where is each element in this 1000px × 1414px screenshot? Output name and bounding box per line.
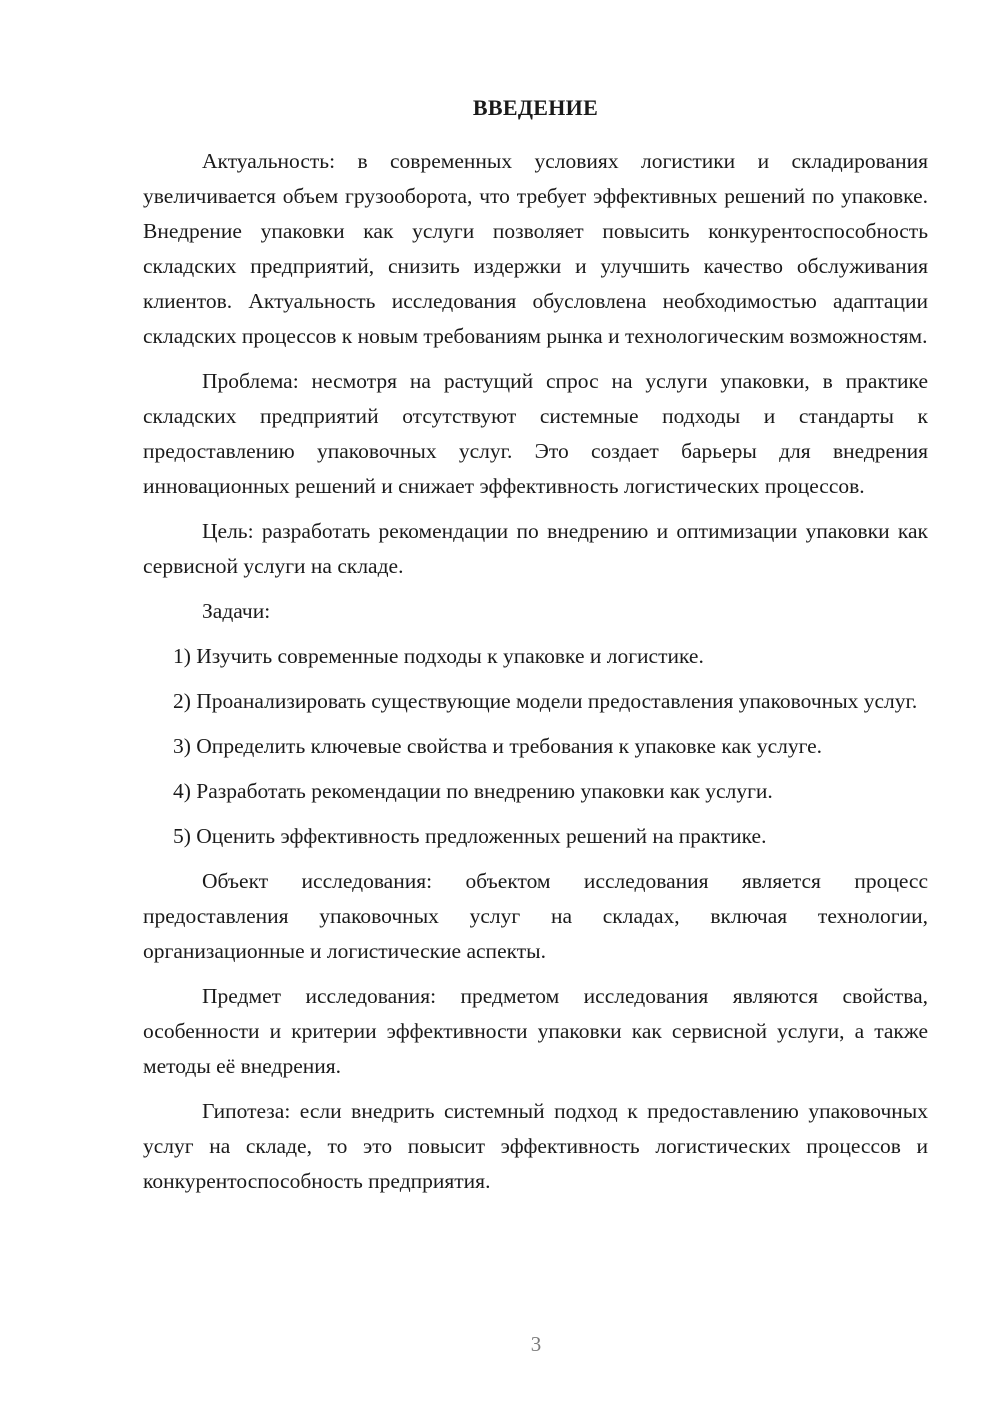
list-item: 3) Определить ключевые свойства и требования к упаковке как услуге. [173,734,823,758]
paragraph-relevance: Актуальность: в современных условиях логистики и складирования увеличивается объем грузооборота, что требует эффективных решений по упаковке. Внедрение упаковки как услуги позволяет повысить конкурентоспособность складских предприятий, снизить издержки и улучшить качество обслуживания клиентов. Актуальность исследования обусловлена необходимостью адаптации складских процессов к новым требованиям рынка и технологическим возможностям. [143,149,928,348]
paragraph-subject: Предмет исследования: предметом исследования являются свойства, особенности и критерии эффективности упаковки как сервисной услуги, а также методы её внедрения. [143,984,928,1078]
list-item: 1) Изучить современные подходы к упаковке и логистике. [173,644,704,668]
paragraph-hypothesis: Гипотеза: если внедрить системный подход к предоставлению упаковочных услуг на складе, то это повысит эффективность логистических процессов и конкурентоспособность предприятия. [143,1099,928,1193]
tasks-list [143,639,928,854]
paragraph-object: Объект исследования: объектом исследования является процесс предоставления упаковочных услуг на складах, включая технологии, организационные и логистические аспекты. [143,869,928,963]
paragraph-goal: Цель: разработать рекомендации по внедрению и оптимизации упаковки как сервисной услуги на складе. [143,519,928,578]
tasks-heading: Задачи: [202,599,271,623]
page-number: 3 [530,1332,542,1356]
section-title: ВВЕДЕНИЕ [472,95,599,120]
document-page [143,92,928,1209]
list-item: 5) Оценить эффективность предложенных решений на практике. [173,824,767,848]
list-item: 4) Разработать рекомендации по внедрению упаковки как услуги. [173,779,773,803]
paragraph-problem: Проблема: несмотря на растущий спрос на услуги упаковки, в практике складских предприятий отсутствуют системные подходы и стандарты к предоставлению упаковочных услуг. Это создает барьеры для внедрения инновационных решений и снижает эффективность логистических процессов. [143,369,928,498]
list-item: 2) Проанализировать существующие модели предоставления упаковочных услуг. [173,689,918,713]
